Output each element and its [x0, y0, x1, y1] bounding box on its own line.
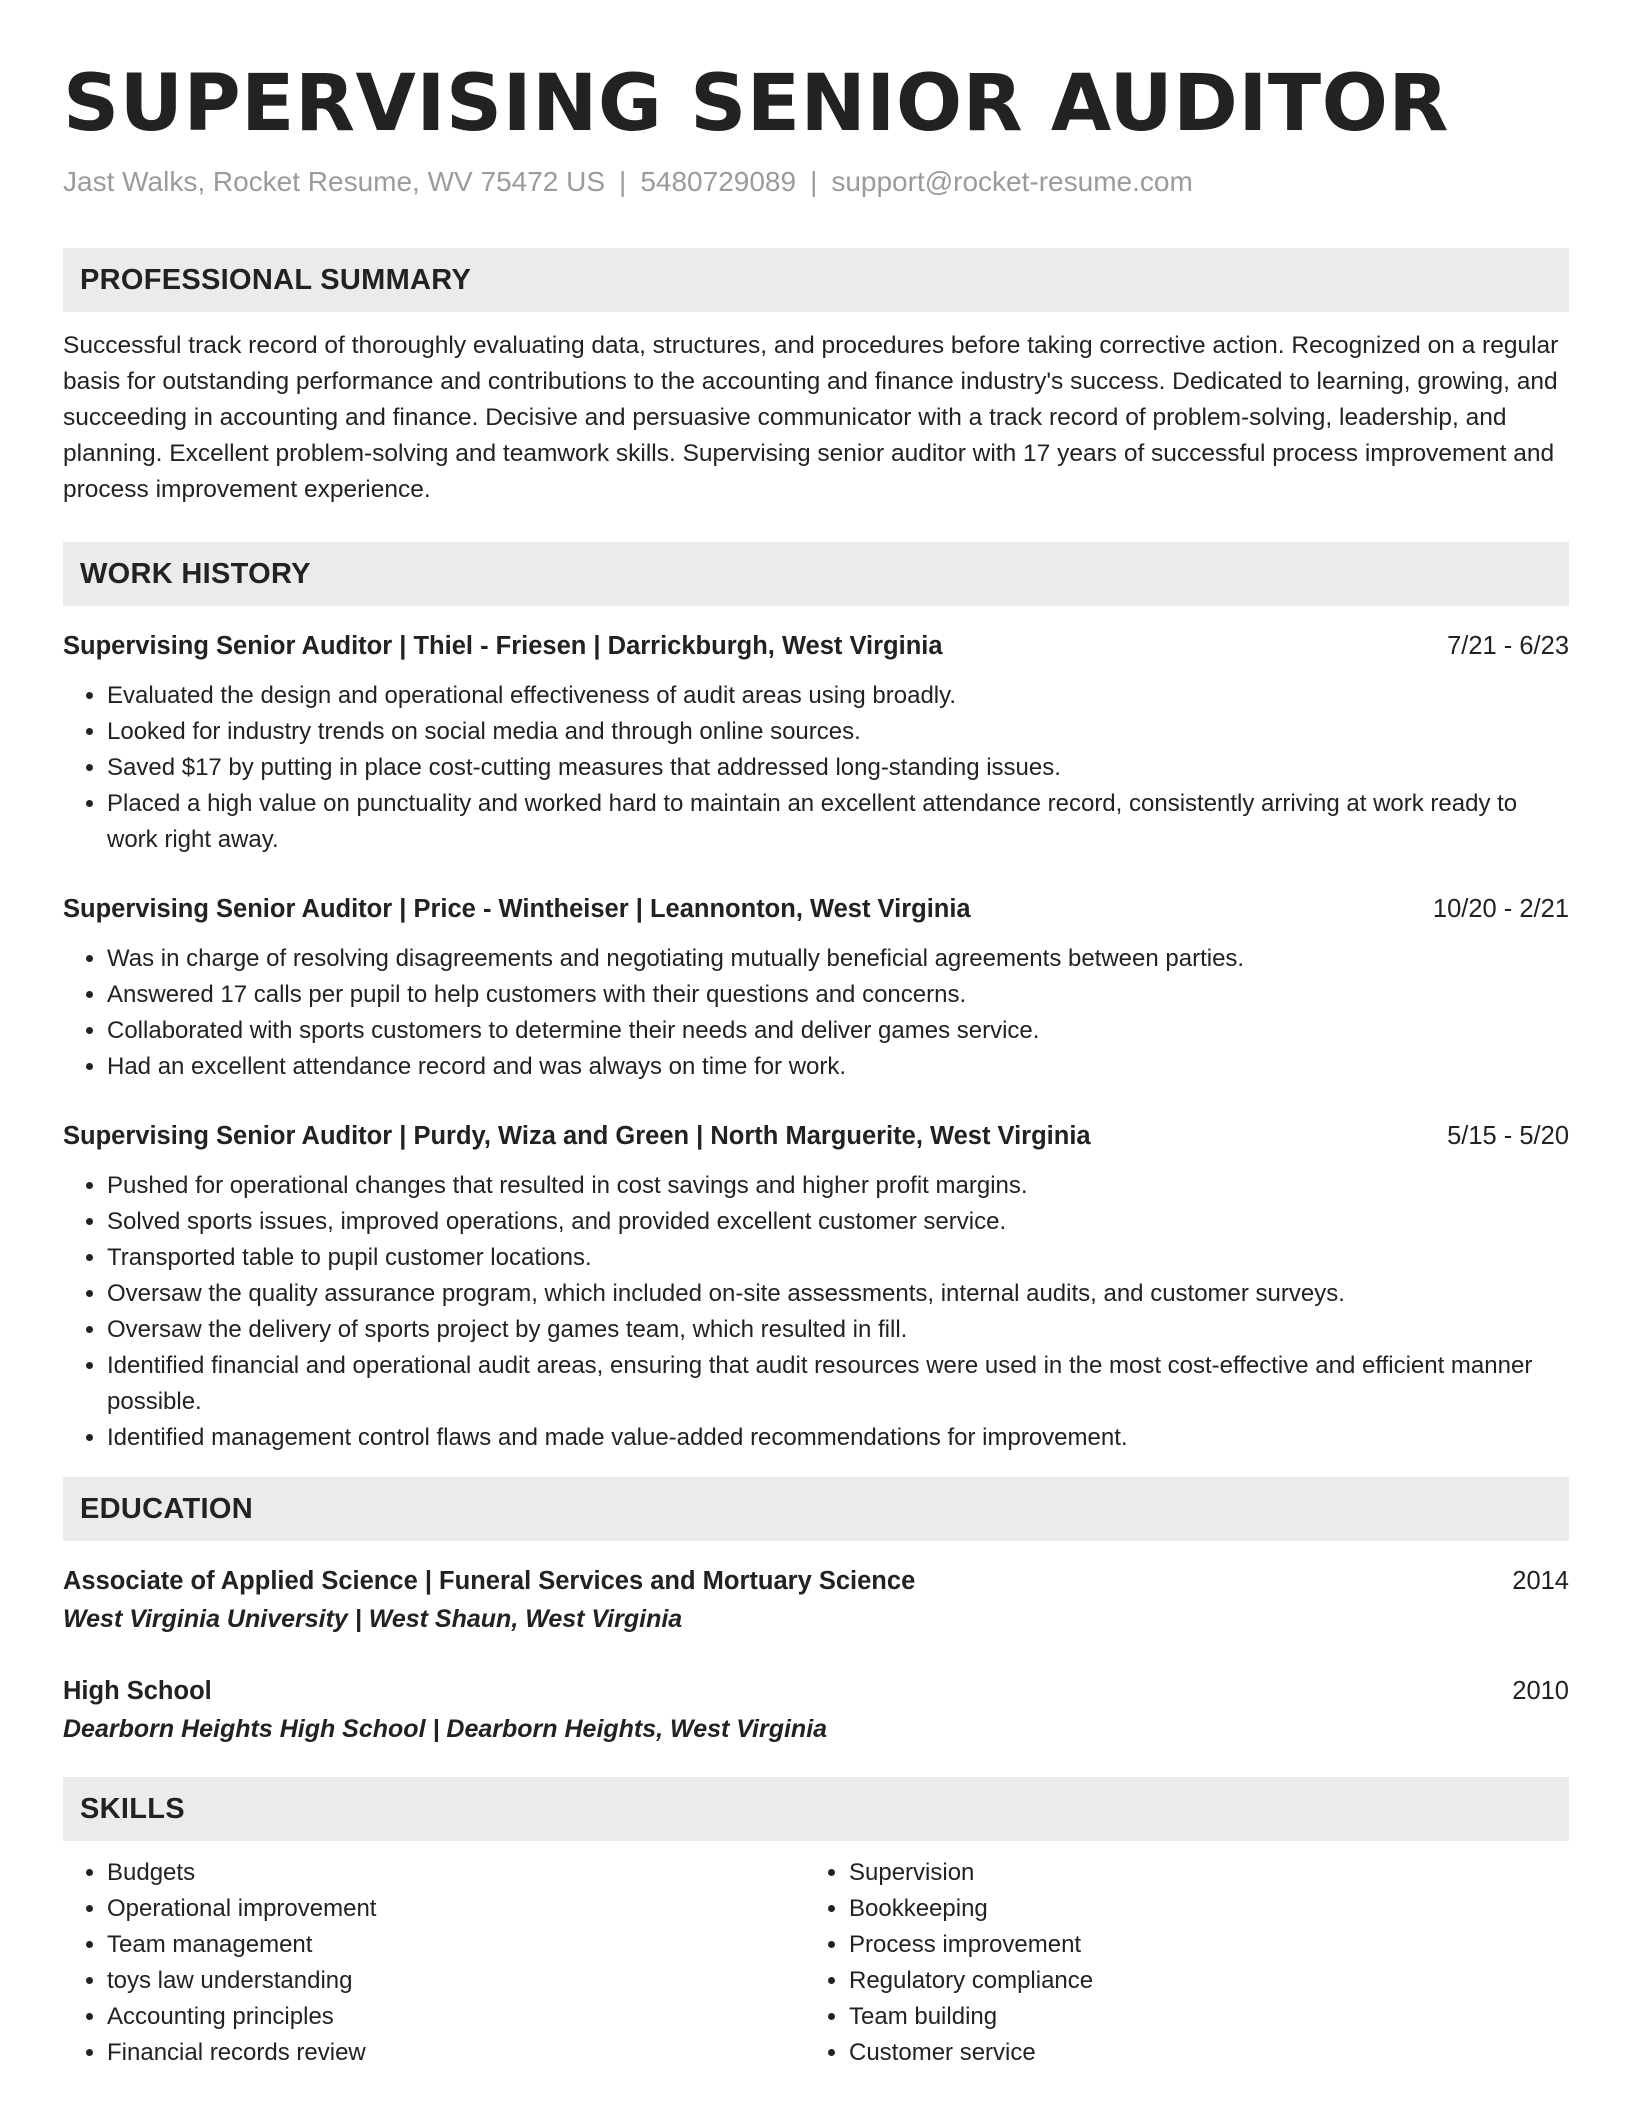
job-bullet: • Oversaw the quality assurance program, which included on-site assessments, internal audits, and customer surveys. — [107, 1276, 1569, 1312]
skill-item: • Team building — [849, 1999, 1547, 2035]
job-title: Supervising Senior Auditor | Purdy, Wiza and Green | North Marguerite, West Virginia — [63, 1122, 1091, 1150]
contact-line — [63, 164, 1569, 200]
job-header — [63, 628, 1569, 664]
job-bullet: • Pushed for operational changes that resulted in cost savings and higher profit margins. — [107, 1168, 1569, 1204]
job-dates: 10/20 - 2/21 — [1432, 895, 1569, 923]
education-degree: High School — [63, 1677, 212, 1705]
skills-list — [63, 1855, 1569, 2071]
contact-email: support@rocket-resume.com — [831, 166, 1193, 197]
education-year: 2010 — [1512, 1677, 1569, 1705]
education-school: West Virginia University | West Shaun, West Virginia — [63, 1605, 683, 1633]
skills-bullets-right — [805, 1855, 1547, 2071]
job-bullet: • Evaluated the design and operational effectiveness of audit areas using broadly. — [107, 678, 1569, 714]
section-header-summary: PROFESSIONAL SUMMARY — [63, 248, 1569, 312]
job-entry — [63, 891, 1569, 1085]
section-header-skills: SKILLS — [63, 1777, 1569, 1841]
job-entry — [63, 1118, 1569, 1456]
contact-address: Jast Walks, Rocket Resume, WV 75472 US — [63, 166, 606, 197]
job-bullet: • Transported table to pupil customer locations. — [107, 1240, 1569, 1276]
contact-phone: 5480729089 — [640, 166, 797, 197]
job-entry — [63, 628, 1569, 858]
skill-item: • Process improvement — [849, 1927, 1547, 1963]
skills-column-left — [63, 1855, 805, 2071]
contact-separator: | — [810, 166, 818, 197]
job-bullet: • Was in charge of resolving disagreements and negotiating mutually beneficial agreements between parties. — [107, 941, 1569, 977]
job-bullet: • Oversaw the delivery of sports project by games team, which resulted in fill. — [107, 1312, 1569, 1348]
skill-item: • Accounting principles — [107, 1999, 805, 2035]
skill-item: • Regulatory compliance — [849, 1963, 1547, 1999]
job-bullet: • Collaborated with sports customers to determine their needs and deliver games service. — [107, 1013, 1569, 1049]
skill-item: • toys law understanding — [107, 1963, 805, 1999]
contact-separator: | — [619, 166, 627, 197]
education-entry — [63, 1563, 1569, 1637]
skill-item: • Budgets — [107, 1855, 805, 1891]
education-entry — [63, 1673, 1569, 1747]
education-degree: Associate of Applied Science | Funeral Services and Mortuary Science — [63, 1567, 916, 1595]
skill-item: • Financial records review — [107, 2035, 805, 2071]
skill-item: • Team management — [107, 1927, 805, 1963]
skills-bullets-left — [63, 1855, 805, 2071]
section-header-work-history: WORK HISTORY — [63, 542, 1569, 606]
education-school: Dearborn Heights High School | Dearborn Heights, West Virginia — [63, 1715, 828, 1743]
job-bullets — [63, 1168, 1569, 1456]
education-year: 2014 — [1512, 1567, 1569, 1595]
skill-item: • Operational improvement — [107, 1891, 805, 1927]
job-bullet: • Placed a high value on punctuality and worked hard to maintain an excellent attendance record, consistently arriving at work ready to work right away. — [107, 786, 1569, 858]
job-bullets — [63, 678, 1569, 858]
skill-item: • Bookkeeping — [849, 1891, 1547, 1927]
job-bullets — [63, 941, 1569, 1085]
summary-text: Successful track record of thoroughly evaluating data, structures, and procedures before taking corrective action. Recognized on a regular basis for outstanding performance and contributions to the accounting and finance industry's success. Dedicated to learning, growing, and succeeding in accounting and finance. Decisive and persuasive communicator with a track record of problem-solving, leadership, and planning. Excellent problem-solving and teamwork skills. Supervising senior auditor with 17 years of successful process improvement and process improvement experience. — [63, 332, 1559, 503]
section-header-education: EDUCATION — [63, 1477, 1569, 1541]
job-title: Supervising Senior Auditor | Price - Wintheiser | Leannonton, West Virginia — [63, 895, 971, 923]
job-dates: 5/15 - 5/20 — [1447, 1122, 1569, 1150]
job-bullet: • Saved $17 by putting in place cost-cutting measures that addressed long-standing issues. — [107, 750, 1569, 786]
education-header — [63, 1673, 1569, 1709]
job-header — [63, 1118, 1569, 1154]
job-bullet: • Identified financial and operational audit areas, ensuring that audit resources were used in the most cost-effective and efficient manner possible. — [107, 1348, 1569, 1420]
job-bullet: • Had an excellent attendance record and was always on time for work. — [107, 1049, 1569, 1085]
skills-column-right — [805, 1855, 1547, 2071]
job-header — [63, 891, 1569, 927]
job-bullet: • Solved sports issues, improved operations, and provided excellent customer service. — [107, 1204, 1569, 1240]
job-title: Supervising Senior Auditor | Thiel - Friesen | Darrickburgh, West Virginia — [63, 632, 943, 660]
education-header — [63, 1563, 1569, 1599]
job-dates: 7/21 - 6/23 — [1447, 632, 1569, 660]
skill-item: • Supervision — [849, 1855, 1547, 1891]
skill-item: • Customer service — [849, 2035, 1547, 2071]
job-bullet: • Identified management control flaws and made value-added recommendations for improvement. — [107, 1420, 1569, 1456]
job-bullet: • Answered 17 calls per pupil to help customers with their questions and concerns. — [107, 977, 1569, 1013]
job-bullet: • Looked for industry trends on social media and through online sources. — [107, 714, 1569, 750]
candidate-name: SUPERVISING SENIOR AUDITOR — [63, 59, 1449, 149]
